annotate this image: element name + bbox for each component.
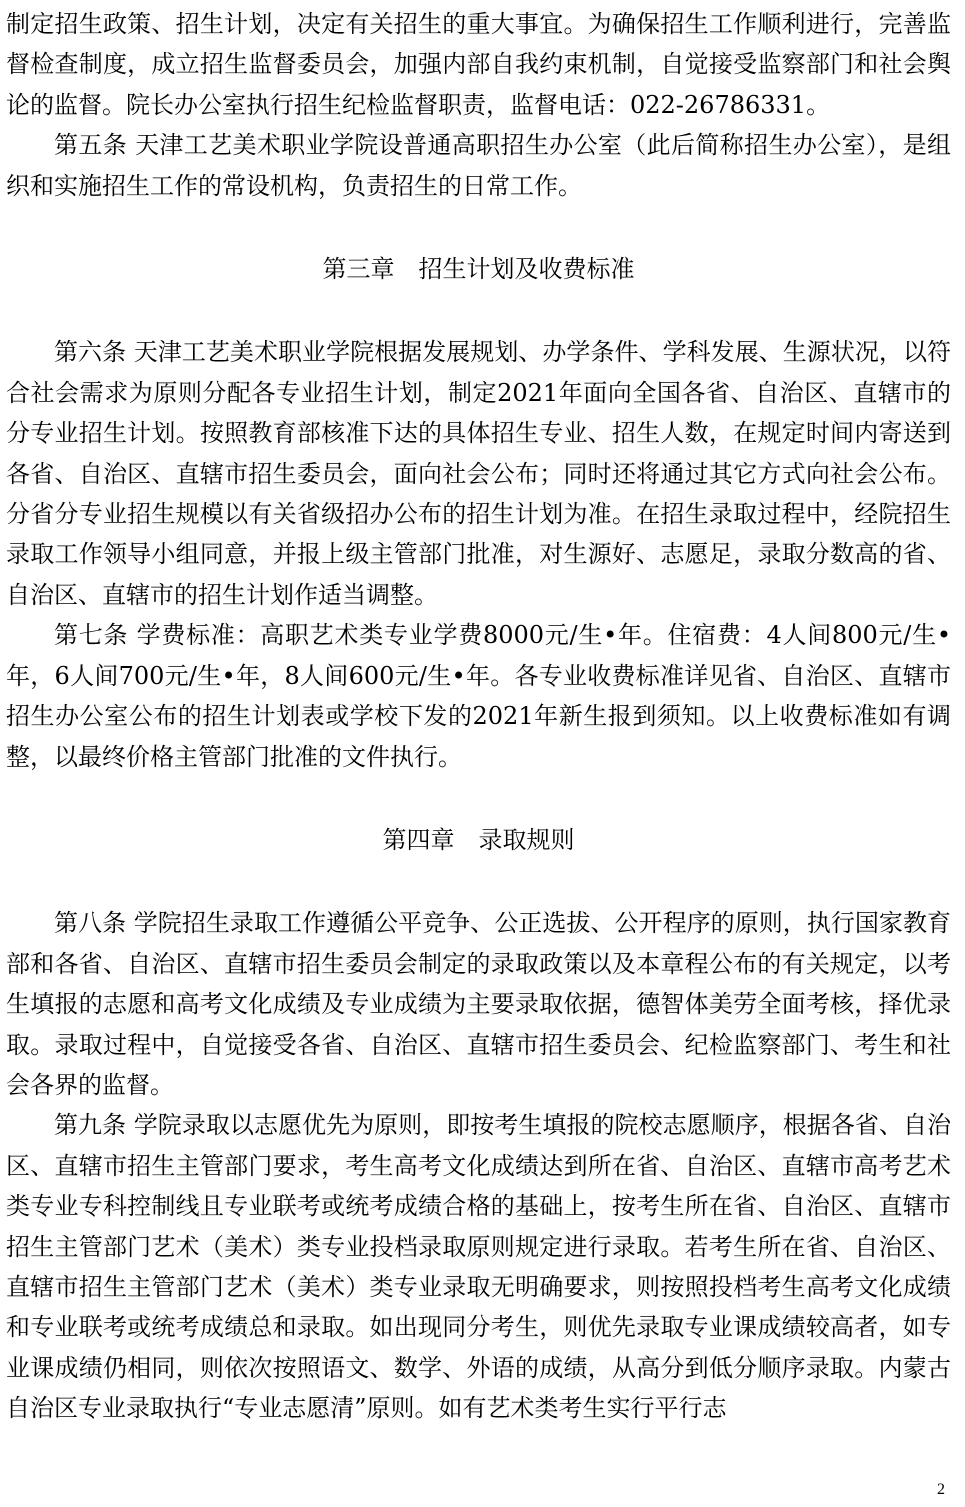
paragraph-article9: 第九条 学院录取以志愿优先为原则，即按考生填报的院校志愿顺序，根据各省、自治区、直辖市招生主管部门要求，考生高考文化成绩达到所在省、自治区、直辖市高考艺术类专业专科控制线且专业联考或统考成绩合格的基础上，按考生所在省、自治区、直辖市招生主管部门艺术（美术）类专业投档录取原则规定进行录取。若考生所在省、自治区、直辖市招生主管部门艺术（美术）类专业录取无明确要求，则按照投档考生高考文化成绩和专业联考或统考成绩总和录取。如出现同分考生，则优先录取专业课成绩较高者，如专业课成绩仍相同，则依次按照语文、数学、外语的成绩，从高分到低分顺序录取。内蒙古自治区专业录取执行“专业志愿清”原则。如有艺术类考生实行平行志 <box>6 1111 951 1423</box>
chapter-3-heading: 第三章 招生计划及收费标准 <box>322 255 635 284</box>
paragraph-article5: 第五条 天津工艺美术职业学院设普通高职招生办公室（此后简称招生办公室），是组织和实施招生工作的常设机构，负责招生的日常工作。 <box>6 131 951 200</box>
paragraph-article6: 第六条 天津工艺美术职业学院根据发展规划、办学条件、学科发展、生源状况，以符合社会需求为原则分配各专业招生计划，制定2021年面向全国各省、自治区、直辖市的分专业招生计划。按照教育部核准下达的具体招生专业、招生人数，在规定时间内寄送到各省、自治区、直辖市招生委员会，面向社会公布；同时还将通过其它方式向社会公布。分省分专业招生规模以有关省级招办公布的招生计划为准。在招生录取过程中，经院招生录取工作领导小组同意，并报上级主管部门批准，对生源好、志愿足，录取分数高的省、自治区、直辖市的招生计划作适当调整。 <box>6 338 951 609</box>
page-number: 2 <box>937 1481 945 1498</box>
paragraph-article8: 第八条 学院招生录取工作遵循公平竞争、公正选拔、公开程序的原则，执行国家教育部和各省、自治区、直辖市招生委员会制定的录取政策以及本章程公布的有关规定，以考生填报的志愿和高考文化成绩及专业成绩为主要录取依据，德智体美劳全面考核，择优录取。录取过程中，自觉接受各省、自治区、直辖市招生委员会、纪检监察部门、考生和社会各界的监督。 <box>6 909 951 1099</box>
paragraph-article4-continued: 制定招生政策、招生计划，决定有关招生的重大事宜。为确保招生工作顺利进行，完善监督检查制度，成立招生监督委员会，加强内部自我约束机制，自觉接受监察部门和社会舆论的监督。院长办公室执行招生纪检监督职责，监督电话：022-26786331。 <box>6 10 951 119</box>
chapter-4-heading: 第四章 录取规则 <box>382 825 575 854</box>
document-page <box>6 4 951 1429</box>
paragraph-article7: 第七条 学费标准：高职艺术类专业学费8000元/生•年。住宿费：4人间800元/生•年，6人间700元/生•年，8人间600元/生•年。各专业收费标准详见省、自治区、直辖市招生办公室公布的招生计划表或学校下发的2021年新生报到须知。以上收费标准如有调整，以最终价格主管部门批准的文件执行。 <box>6 621 951 771</box>
